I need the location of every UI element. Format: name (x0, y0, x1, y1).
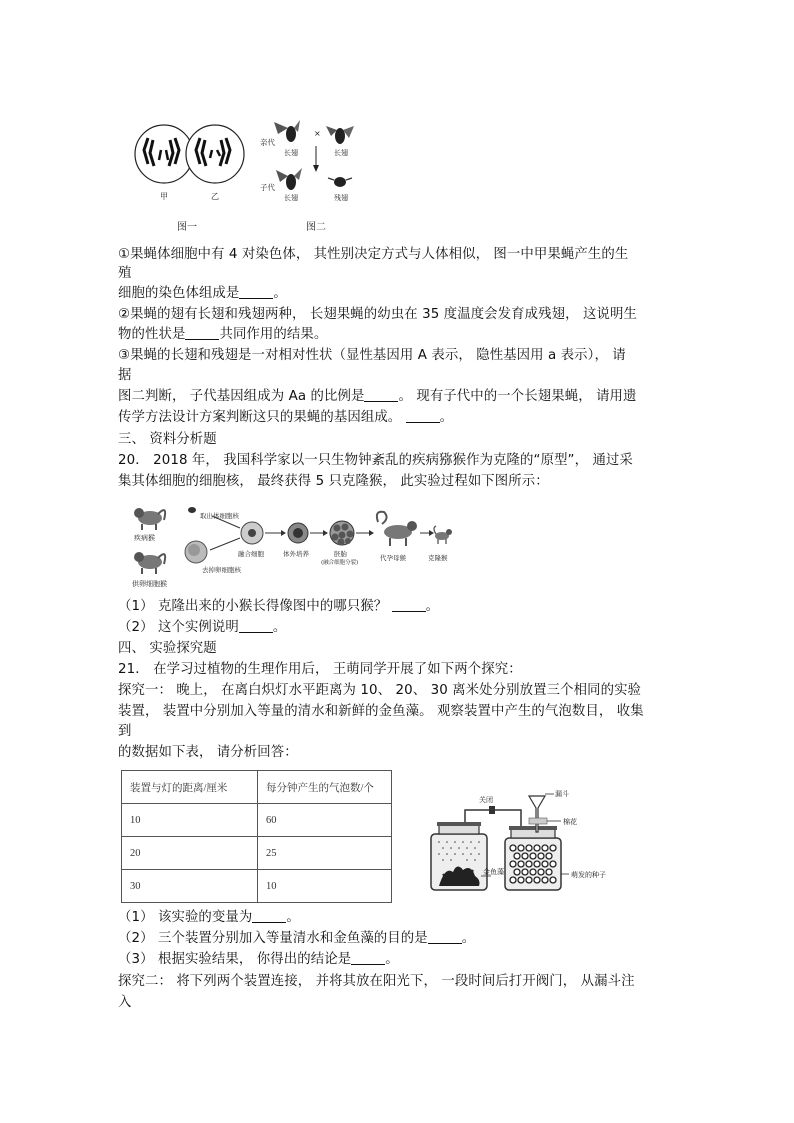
sick-monkey-icon (134, 508, 165, 530)
q21-sub3-text: （3） 根据实验结果， 你得出的结论是 (118, 952, 352, 967)
label-cotton: 棉花 (563, 818, 577, 826)
label-culture: 体外培养 (283, 550, 309, 558)
offspring-label: 子代 (260, 183, 275, 192)
label-waterweed: 金鱼藻 (483, 868, 504, 876)
section-4-heading: 四、 实验探究题 (118, 641, 217, 656)
label-surrogate: 代孕母猴 (380, 554, 406, 562)
cell-label-jia: 甲 (160, 192, 168, 201)
cotton-icon (529, 818, 547, 824)
period: 。 (439, 410, 454, 425)
answer-blank[interactable] (364, 387, 398, 402)
q19-part1-text: 细胞的染色体组成是 (118, 286, 240, 301)
fused-cell-nucleus (248, 529, 256, 537)
q21-sub1 (118, 908, 300, 928)
answer-blank[interactable] (406, 408, 440, 423)
right-jar-with-seeds (505, 826, 561, 890)
arrowhead (369, 530, 374, 536)
table-cell: 10 (122, 804, 258, 837)
nucleus-icon (188, 507, 196, 513)
q21-sub2 (118, 929, 475, 949)
q21-line4: 到 (118, 724, 132, 739)
q21-part2-line2: 入 (118, 995, 132, 1010)
answer-blank[interactable] (351, 950, 385, 965)
answer-blank[interactable] (185, 325, 219, 340)
cultured-cell-nucleus (293, 528, 303, 538)
q21-part2-line1: 探究二： 将下列两个装置连接， 并将其放在阳光下， 一段时间后打开阀门， 从漏斗注 (118, 974, 635, 989)
arrowhead (281, 530, 286, 536)
q19-part1-line3 (118, 284, 287, 304)
q20-sub2 (118, 618, 286, 638)
answer-blank[interactable] (392, 597, 426, 612)
label-sick-monkey: 疾病猴 (134, 534, 155, 542)
q19-part3-line3 (118, 387, 637, 407)
section-3-heading: 三、 资料分析题 (118, 432, 217, 447)
arrow (210, 538, 240, 550)
q19-part3-text-c: 传学方法设计方案判断这只的果蝇的基因组成。 (118, 410, 402, 425)
q21-line1: 21． 在学习过植物的生理作用后， 王萌同学开展了如下两个探究： (118, 662, 522, 677)
answer-blank[interactable] (239, 618, 273, 633)
fly-label-3: 长翅 (284, 194, 298, 202)
label-funnel: 漏斗 (555, 790, 569, 798)
q19-part2-line1: ②果蝇的翅有长翅和残翅两种， 长翅果蝇的幼虫在 35 度温度会发育成残翅， 这说明生 (118, 307, 637, 322)
cell-yi (186, 125, 244, 183)
left-jar-with-waterweed (431, 822, 487, 890)
q19-part3-line2: 据 (118, 368, 132, 383)
cross-symbol: × (314, 129, 321, 138)
q20-sub1 (118, 597, 439, 617)
label-clone: 克隆猴 (428, 554, 448, 562)
period: 。 (461, 931, 476, 946)
q20-sub2-text: （2） 这个实例说明 (118, 620, 239, 635)
surrogate-monkey-icon (377, 512, 417, 546)
arrowhead (323, 530, 328, 536)
answer-blank[interactable] (252, 908, 286, 923)
chromosome-figure (128, 120, 378, 235)
label-take-nucleus: 取出体细胞核 (200, 512, 239, 520)
answer-blank[interactable] (239, 284, 273, 299)
fly-label-2: 长翅 (334, 149, 348, 157)
fly-label-4: 残翅 (334, 194, 348, 202)
q19-part1-line1: ①果蝇体细胞中有 4 对染色体， 其性别决定方式与人体相似， 图一中甲果蝇产生的生 (118, 247, 629, 262)
q19-part3-text-a: 图二判断， 子代基因组成为 Aa 的比例是 (118, 389, 365, 404)
valve-icon[interactable] (489, 806, 495, 814)
label-remove-nucleus: 去掉卵细胞核 (202, 566, 241, 574)
table-row (122, 870, 392, 903)
label-embryo: 胚胎 (334, 550, 347, 558)
figure2-caption: 图二 (306, 222, 326, 233)
fly-long-wing-parent-2 (326, 126, 354, 144)
egg-donor-monkey-icon (134, 552, 165, 574)
q19-part2-text-b: 共同作用的结果。 (219, 327, 328, 342)
period: 。 (425, 599, 440, 614)
fly-label-1: 长翅 (284, 149, 298, 157)
fly-long-wing-offspring (276, 168, 302, 190)
q19-part3-line4 (118, 408, 453, 428)
parent-label: 亲代 (260, 138, 275, 147)
label-seeds: 萌发的种子 (571, 871, 606, 879)
label-embryo-note: (融合细胞分裂) (321, 560, 359, 566)
q21-line5: 的数据如下表， 请分析回答： (118, 745, 298, 760)
q21-sub2-text: （2） 三个装置分别加入等量清水和金鱼藻的目的是 (118, 931, 428, 946)
table-cell: 20 (122, 837, 258, 870)
period: 。 (272, 620, 287, 635)
q21-line2: 探究一： 晚上， 在离白炽灯水平距离为 10、 20、 30 离米处分别放置三个相同的实验 (118, 683, 642, 698)
q20-line2: 集其体细胞的细胞核， 最终获得 5 只克隆猴， 此实验过程如下图所示： (118, 474, 549, 489)
table-cell: 25 (258, 837, 392, 870)
q20-line1: 20． 2018 年， 我国科学家以一只生物钟紊乱的疾病猕猴作为克隆的“原型”， 通过采 (118, 453, 633, 468)
clone-monkey-icon (434, 526, 452, 544)
q19-part2-text-a: 物的性状是 (118, 327, 186, 342)
answer-blank[interactable] (428, 929, 462, 944)
table-row (122, 837, 392, 870)
q19-part1-line2: 殖 (118, 266, 132, 281)
label-valve: 关闭 (479, 796, 493, 804)
period: 。 (273, 286, 287, 301)
table-header-cell: 装置与灯的距离/厘米 (122, 771, 258, 804)
egg-cytoplasm (188, 544, 200, 556)
cell-label-yi: 乙 (211, 192, 219, 201)
fly-vestigial-wing-offspring (328, 177, 352, 187)
q21-line3: 装置， 装置中分别加入等量的清水和新鲜的金鱼藻。 观察装置中产生的气泡数目， 收集 (118, 704, 644, 719)
apparatus-diagram (425, 788, 675, 898)
cross-arrowhead (313, 165, 319, 172)
table-cell: 30 (122, 870, 258, 903)
cloning-diagram (128, 500, 458, 592)
fly-long-wing-parent-1 (274, 120, 300, 142)
q19-part3-line1: ③果蝇的长翅和残翅是一对相对性状（显性基因用 A 表示， 隐性基因用 a 表示）， 请 (118, 348, 626, 363)
table-cell: 60 (258, 804, 392, 837)
embryo-icon (330, 521, 354, 546)
q19-part3-text-b: 。 现有子代中的一个长翅果蝇， 请用遗 (398, 389, 637, 404)
q21-sub1-text: （1） 该实验的变量为 (118, 910, 253, 925)
q20-sub1-text: （1） 克隆出来的小猴长得像图中的哪只猴？ (118, 599, 388, 614)
cell-jia (135, 125, 193, 183)
table-row (122, 804, 392, 837)
label-fused-cell: 融合细胞 (238, 550, 264, 558)
figure1-caption: 图一 (177, 222, 197, 233)
table-header-cell: 每分钟产生的气泡数/个 (258, 771, 392, 804)
period: 。 (385, 952, 399, 967)
label-egg-monkey: 供卵细胞猴 (132, 580, 167, 588)
q19-part2-line2 (118, 325, 327, 345)
table-header-row (122, 771, 392, 804)
arrowhead (429, 530, 434, 536)
period: 。 (286, 910, 300, 925)
table-cell: 10 (258, 870, 392, 903)
bubble-data-table (121, 770, 392, 903)
q21-sub3 (118, 950, 399, 970)
